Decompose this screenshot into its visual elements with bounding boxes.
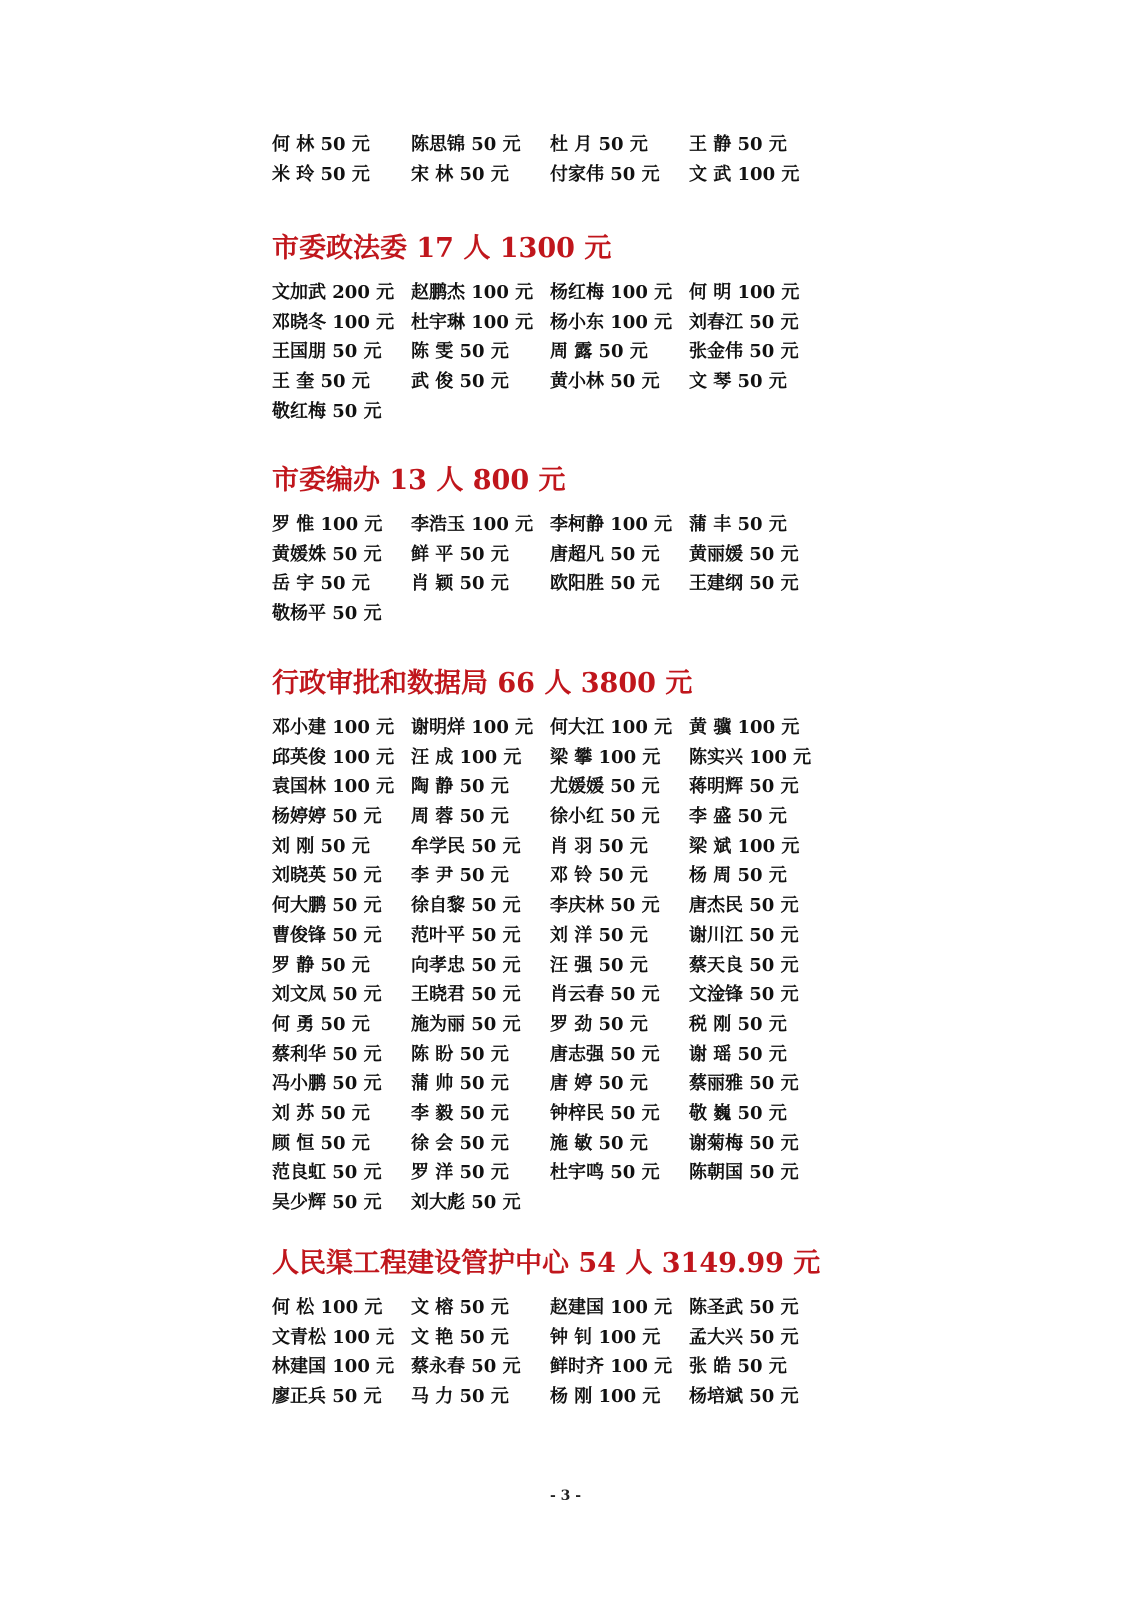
- donor-entry: 岳 宇 50 元: [272, 573, 370, 595]
- donor-entry: 米 玲 50 元: [272, 163, 370, 185]
- donor-entry: 敬 巍 50 元: [689, 1102, 787, 1124]
- donor-entry: 施 敏 50 元: [550, 1132, 648, 1154]
- donor-entry: 马 力 50 元: [411, 1386, 509, 1408]
- donor-entry: 陈圣武 50 元: [689, 1297, 799, 1318]
- donor-entry: 邓小建 100 元: [272, 717, 395, 738]
- donor-entry: 谢菊梅 50 元: [689, 1132, 799, 1154]
- donor-entry: 唐超凡 50 元: [550, 543, 660, 565]
- donor-entry: 宋 林 50 元: [411, 163, 509, 185]
- donor-grid: [272, 130, 862, 189]
- donor-entry: 蔡永春 50 元: [411, 1356, 521, 1378]
- donor-entry: 张金伟 50 元: [689, 341, 799, 363]
- donor-entry: 孟大兴 50 元: [689, 1326, 799, 1348]
- donor-entry: 文淦锋 50 元: [689, 984, 799, 1006]
- donor-entry: 梁 攀 100 元: [550, 746, 661, 768]
- donor-entry: 黄媛姝 50 元: [272, 543, 382, 565]
- donor-entry: 周 蓉 50 元: [411, 806, 509, 828]
- donor-entry: 李浩玉 100 元: [411, 514, 534, 535]
- donor-entry: 陈 雯 50 元: [411, 341, 509, 363]
- donor-entry: 王国朋 50 元: [272, 341, 382, 363]
- donor-entry: 尤媛媛 50 元: [550, 776, 660, 798]
- donor-entry: 冯小鹏 50 元: [272, 1073, 382, 1095]
- donor-entry: 何大鹏 50 元: [272, 895, 382, 917]
- donor-entry: 钟 钊 100 元: [550, 1326, 661, 1348]
- donor-entry: 梁 斌 100 元: [689, 835, 800, 857]
- donor-entry: 刘文凤 50 元: [272, 984, 382, 1006]
- donor-entry: 汪 成 100 元: [411, 746, 522, 768]
- donor-entry: 杨 周 50 元: [689, 865, 787, 887]
- page-number: - 3 -: [549, 1488, 582, 1504]
- donor-entry: 刘晓英 50 元: [272, 865, 382, 887]
- donor-entry: 赵鹏杰 100 元: [411, 282, 534, 303]
- donor-entry: 肖 颖 50 元: [411, 573, 509, 595]
- donor-entry: 唐杰民 50 元: [689, 895, 799, 917]
- donor-entry: 赵建国 100 元: [550, 1297, 673, 1318]
- donor-entry: 周 露 50 元: [550, 341, 648, 363]
- donor-entry: 牟学民 50 元: [411, 835, 521, 857]
- donor-entry: 鲜 平 50 元: [411, 543, 509, 565]
- donation-section: [272, 1247, 862, 1412]
- donor-entry: 罗 洋 50 元: [411, 1162, 509, 1184]
- donor-entry: 廖正兵 50 元: [272, 1386, 382, 1408]
- donor-entry: 陈思锦 50 元: [411, 134, 521, 155]
- donor-entry: 杨红梅 100 元: [550, 282, 673, 303]
- donor-entry: 钟梓民 50 元: [550, 1102, 660, 1124]
- donor-entry: 谢川江 50 元: [689, 924, 799, 946]
- donor-entry: 罗 静 50 元: [272, 954, 370, 976]
- donor-entry: 肖云春 50 元: [550, 984, 660, 1006]
- donor-grid: [272, 713, 862, 1218]
- donor-entry: 文 武 100 元: [689, 163, 800, 185]
- donor-entry: 蔡利华 50 元: [272, 1043, 382, 1065]
- donor-entry: 蒲 帅 50 元: [411, 1073, 509, 1095]
- donor-entry: 陶 静 50 元: [411, 776, 509, 798]
- donor-entry: 王 静 50 元: [689, 134, 787, 155]
- donor-entry: 刘春江 50 元: [689, 311, 799, 333]
- donor-entry: 陈 盼 50 元: [411, 1043, 509, 1065]
- donor-entry: 施为丽 50 元: [411, 1013, 521, 1035]
- donor-entry: 范叶平 50 元: [411, 924, 521, 946]
- donor-grid: [272, 1293, 862, 1412]
- donor-entry: 杜宇鸣 50 元: [550, 1162, 660, 1184]
- donor-entry: 袁国林 100 元: [272, 776, 395, 798]
- donor-entry: 何 明 100 元: [689, 282, 800, 303]
- donor-entry: 曹俊锋 50 元: [272, 924, 382, 946]
- donation-section: [272, 667, 862, 1218]
- donor-entry: 付家伟 50 元: [550, 163, 660, 185]
- donor-entry: 文青松 100 元: [272, 1326, 395, 1348]
- donor-entry: 李 毅 50 元: [411, 1102, 509, 1124]
- donor-entry: 谢 瑶 50 元: [689, 1043, 787, 1065]
- donor-entry: 汪 强 50 元: [550, 954, 648, 976]
- donor-entry: 敬红梅 50 元: [272, 400, 382, 422]
- donor-entry: 吴少辉 50 元: [272, 1192, 382, 1213]
- donor-entry: 文 琴 50 元: [689, 371, 787, 393]
- donor-entry: 邓晓冬 100 元: [272, 311, 395, 333]
- donor-entry: 唐 婷 50 元: [550, 1073, 648, 1095]
- donor-entry: 何 松 100 元: [272, 1297, 383, 1318]
- donor-entry: 蔡丽雅 50 元: [689, 1073, 799, 1095]
- donor-entry: 杜 月 50 元: [550, 134, 648, 155]
- donation-section: [272, 232, 862, 426]
- donor-entry: 唐志强 50 元: [550, 1043, 660, 1065]
- donor-grid: [272, 510, 862, 629]
- donor-entry: 何 勇 50 元: [272, 1013, 370, 1035]
- donor-entry: 蒲 丰 50 元: [689, 514, 787, 535]
- donor-entry: 何 林 50 元: [272, 134, 370, 155]
- donor-entry: 徐 会 50 元: [411, 1132, 509, 1154]
- donor-entry: 刘 苏 50 元: [272, 1102, 370, 1124]
- donor-entry: 陈实兴 100 元: [689, 746, 812, 768]
- donor-entry: 黄 骥 100 元: [689, 717, 800, 738]
- donor-entry: 黄小林 50 元: [550, 371, 660, 393]
- donor-entry: 杨小东 100 元: [550, 311, 673, 333]
- donor-entry: 张 皓 50 元: [689, 1356, 787, 1378]
- donor-entry: 武 俊 50 元: [411, 371, 509, 393]
- donor-entry: 顾 恒 50 元: [272, 1132, 370, 1154]
- donor-entry: 邓 铃 50 元: [550, 865, 648, 887]
- donor-entry: 杜宇琳 100 元: [411, 311, 534, 333]
- section-heading: 行政审批和数据局 66 人 3800 元: [272, 668, 693, 699]
- donor-entry: 杨培斌 50 元: [689, 1386, 799, 1408]
- donor-entry: 何大江 100 元: [550, 717, 673, 738]
- donor-entry: 欧阳胜 50 元: [550, 573, 660, 595]
- donor-entry: 向孝忠 50 元: [411, 954, 521, 976]
- donor-entry: 蒋明辉 50 元: [689, 776, 799, 798]
- donor-entry: 黄丽媛 50 元: [689, 543, 799, 565]
- donor-entry: 罗 劲 50 元: [550, 1013, 648, 1035]
- donor-entry: 王晓君 50 元: [411, 984, 521, 1006]
- donor-entry: 税 刚 50 元: [689, 1013, 787, 1035]
- donor-entry: 范良虹 50 元: [272, 1162, 382, 1184]
- donor-grid: [272, 278, 862, 426]
- donor-entry: 杨 刚 100 元: [550, 1386, 661, 1408]
- donor-entry: 敬杨平 50 元: [272, 603, 382, 625]
- donor-entry: 李 盛 50 元: [689, 806, 787, 828]
- donor-entry: 文加武 200 元: [272, 282, 395, 303]
- donor-entry: 李 尹 50 元: [411, 865, 509, 887]
- donor-entry: 邱英俊 100 元: [272, 746, 395, 768]
- section-heading: 市委政法委 17 人 1300 元: [272, 233, 612, 264]
- donor-entry: 杨婷婷 50 元: [272, 806, 382, 828]
- donor-entry: 林建国 100 元: [272, 1356, 395, 1378]
- donor-entry: 陈朝国 50 元: [689, 1162, 799, 1184]
- donor-entry: 鲜时齐 100 元: [550, 1356, 673, 1378]
- donor-entry: 刘 刚 50 元: [272, 835, 370, 857]
- donor-entry: 文 艳 50 元: [411, 1326, 509, 1348]
- donor-entry: 徐自黎 50 元: [411, 895, 521, 917]
- donor-entry: 李柯静 100 元: [550, 514, 673, 535]
- donor-entry: 文 榕 50 元: [411, 1297, 509, 1318]
- donor-entry: 李庆林 50 元: [550, 895, 660, 917]
- donor-entry: 王 奎 50 元: [272, 371, 370, 393]
- donor-entry: 王建纲 50 元: [689, 573, 799, 595]
- donation-section-continued: [272, 130, 862, 189]
- donor-entry: 蔡天良 50 元: [689, 954, 799, 976]
- donor-entry: 刘大彪 50 元: [411, 1192, 521, 1213]
- donor-entry: 谢明烊 100 元: [411, 717, 534, 738]
- donor-entry: 刘 洋 50 元: [550, 924, 648, 946]
- donor-entry: 罗 惟 100 元: [272, 514, 383, 535]
- donation-section: [272, 464, 862, 629]
- section-heading: 人民渠工程建设管护中心 54 人 3149.99 元: [272, 1248, 821, 1279]
- section-heading: 市委编办 13 人 800 元: [272, 465, 566, 496]
- donor-entry: 肖 羽 50 元: [550, 835, 648, 857]
- donor-entry: 徐小红 50 元: [550, 806, 660, 828]
